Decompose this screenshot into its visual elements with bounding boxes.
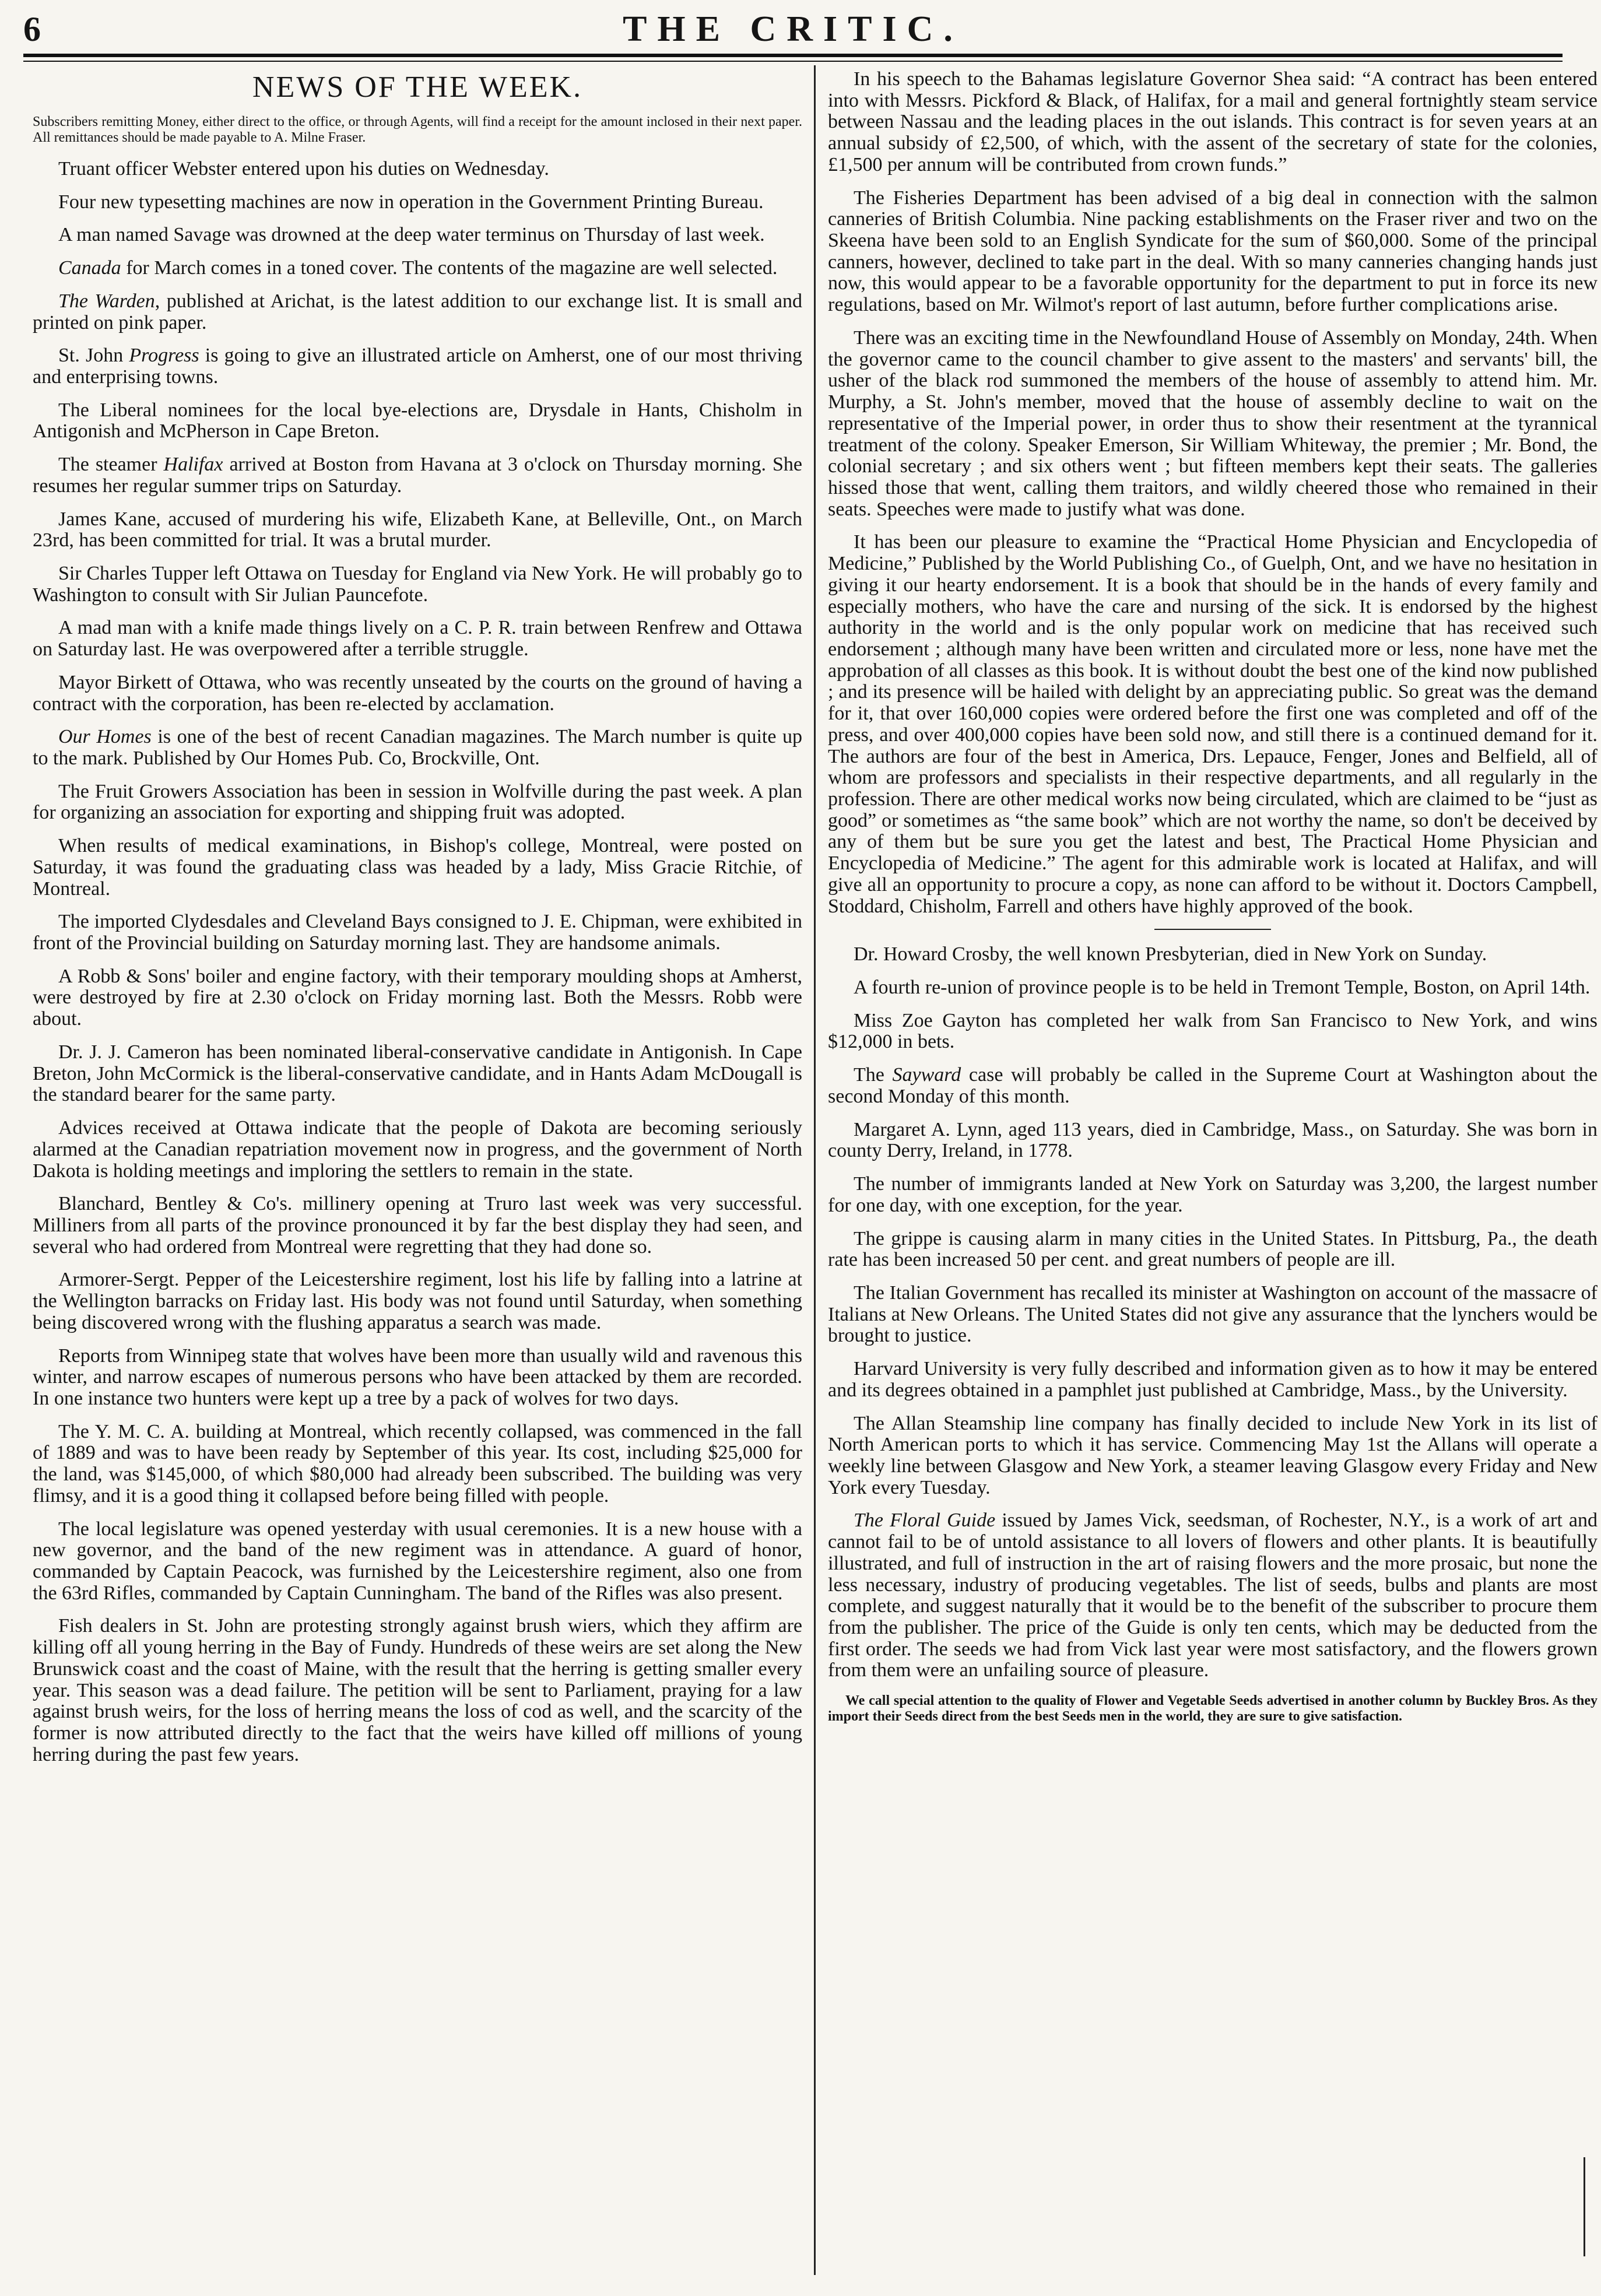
news-item <box>828 532 1598 917</box>
news-item <box>33 159 802 180</box>
news-item <box>33 672 802 715</box>
margin-bracket-mark <box>1566 2157 1585 2256</box>
item-text: Blanchard, Bentley & Co's. millinery opening at Truro last week was very successful. Milliners from all parts of the province pronounced it by far the best display they had seen, and several who had ordered from Montreal were regretting that they had done so. <box>33 1193 802 1258</box>
header-rule-heavy <box>23 54 1563 57</box>
item-text: Fish dealers in St. John are protesting strongly against brush wiers, which they affirm are killing off all young herring in the Bay of Fundy. Hundreds of these weirs are set along the New Brunswick coast and the coast of Maine, with the result that the herring is getting smaller every year. This season was a dead failure. The petition will be sent to Parliament, praying for a law against brush weirs, for the loss of herring means the loss of cod as well, and the scarcity of the former is now attributed directly to the fact that the weirs have killed off millions of young herring during the past few years. <box>33 1615 802 1765</box>
news-item <box>33 563 802 606</box>
news-item <box>33 1346 802 1410</box>
item-text: There was an exciting time in the Newfoundland House of Assembly on Monday, 24th. When the governor came to the council chamber to give assent to the masters' and servants' bill, the usher of the black rod summoned the members of the house of assembly to attend him. Mr. Murphy, a St. John's member, moved that the house of assembly decline to wait on the representative of the Imperial power, in order thus to show their resentment at the tyrannical treatment of the colony. Speaker Emerson, Sir William Whiteway, the premier ; Mr. Bond, the colonial secretary ; and six others went ; but fifteen members kept their seats. The galleries hissed those that went, calling them traitors, and wildly cheered those who remained in their seats. Speeches were made to justify what was done. <box>828 327 1598 520</box>
left-column <box>33 69 802 2279</box>
news-item <box>828 1119 1598 1162</box>
news-item <box>33 966 802 1030</box>
item-text: The Allan Steamship line company has finally decided to include New York in its list of North American ports to which it has service. Commencing May 1st the Allans will operate a weekly line between Glasgow and New York, a steamer leaving Glasgow every Friday and New York every Tuesday. <box>828 1412 1598 1498</box>
news-item <box>828 1510 1598 1681</box>
right-column <box>828 69 1598 2279</box>
news-item <box>828 69 1598 176</box>
page-number: 6 <box>23 10 41 48</box>
right-news-items-top <box>828 69 1598 917</box>
left-news-items <box>33 159 802 1766</box>
section-heading: NEWS OF THE WEEK. <box>252 71 583 104</box>
news-item <box>828 1174 1598 1216</box>
item-text: In his speech to the Bahamas legislature Governor Shea said: “A contract has been entered into with Messrs. Pickford & Black, of Halifax, for a mail and general fortnightly steam service between Nassau and the leading places in the out islands. This contract is for seven years at an annual subsidy of £2,500, of which, with the assent of the secretary of state for the colonies, £1,500 per annum will be contributed from crown funds.” <box>828 69 1598 175</box>
item-text: The Liberal nominees for the local bye-elections are, Drysdale in Hants, Chisholm in Antigonish and McPherson in Cape Breton. <box>33 399 802 443</box>
item-text: A mad man with a knife made things lively on a C. P. R. train between Renfrew and Ottawa on Saturday last. He was overpowered after a terrible struggle. <box>33 617 802 661</box>
publication-title: Canada <box>58 257 121 279</box>
item-text: A man named Savage was drowned at the deep water terminus on Thursday of last week. <box>58 224 765 246</box>
news-item <box>33 454 802 497</box>
item-text: case will probably be called in the Supreme Court at Washington about the second Monday of this month. <box>828 1064 1598 1107</box>
item-text: Dr. J. J. Cameron has been nominated liberal-conservative candidate in Antigonish. In Cape Breton, John McCormick is the liberal-conservative candidate, and in Hants Adam McDougall is the standard bearer for the same party. <box>33 1041 802 1106</box>
news-item <box>828 977 1598 999</box>
item-text: issued by James Vick, seedsman, of Rochester, N.Y., is a work of art and cannot fail to be of untold assistance to all lovers of flowers and other plants. It is beautifully illustrated, and full of instruction in the art of raising flowers and the more prosaic, but none the less necessary, industry of producing vegetables. The list of seeds, bulbs and plants are most complete, and suggest naturally that it would be to the benefit of the subscriber to procure them from the publisher. The price of the Guide is only ten cents, which may be deducted from the first order. The seeds we had from Vick last year were most satisfactory, and the flowers grown from them were an unfailing source of pleasure. <box>828 1509 1598 1681</box>
column-divider <box>814 65 816 2275</box>
item-text: Reports from Winnipeg state that wolves have been more than usually wild and ravenous this winter, and narrow escapes of numerous persons who have been attacked by them are recorded. In one instance two hunters were kept up a tree by a pack of wolves for two days. <box>33 1344 802 1409</box>
news-item <box>33 1193 802 1258</box>
news-item <box>33 1042 802 1106</box>
news-item <box>33 258 802 279</box>
item-text: The Fisheries Department has been advised of a big deal in connection with the salmon canneries of British Columbia. Nine packing establishments on the Fraser river and two on the Skeena have been sold to an English Syndicate for the sum of $60,000. Some of the principal canners, however, declined to take part in the deal. With so many canneries changing hands just now, this would appear to be a favorable opportunity for the department to put in force its new regulations, based on Mr. Wilmot's report of last autumn, before further complications arise. <box>828 187 1598 316</box>
publication-title: Progress <box>129 345 199 367</box>
news-item <box>33 345 802 388</box>
item-text: When results of medical examinations, in Bishop's college, Montreal, were posted on Saturday, it was found the graduating class was headed by a lady, Miss Gracie Ritchie, of Montreal. <box>33 835 802 900</box>
news-item <box>33 509 802 552</box>
news-item <box>828 1413 1598 1499</box>
item-text: Truant officer Webster entered upon his duties on Wednesday. <box>58 157 549 180</box>
item-text: Advices received at Ottawa indicate that the people of Dakota are becoming seriously alarmed at the Canadian repatriation movement now in progress, and the government of North Dakota is holding meetings and imploring the settlers to remain in the state. <box>33 1117 802 1182</box>
news-item <box>33 224 802 246</box>
item-text: , published at Arichat, is the latest addition to our exchange list. It is small and printed on pink paper. <box>33 290 802 333</box>
publication-title: Halifax <box>163 454 223 476</box>
news-item <box>33 1118 802 1182</box>
item-text: The Y. M. C. A. building at Montreal, which recently collapsed, was commenced in the fall of 1889 and was to have been ready by September of this year. Its cost, including $25,000 for the land, was $145,000, of which $80,000 had already been subscribed. The building was very flimsy, and it is a good thing it collapsed before being filled with people. <box>33 1420 802 1507</box>
seed-advertisement-note: We call special attention to the quality of Flower and Vegetable Seeds advertised in another column by Buckley Bros. As they import their Seeds direct from the best Seeds men in the world, they are sure to give satisfaction. <box>828 1693 1598 1725</box>
news-item <box>33 1421 802 1507</box>
item-text: Dr. Howard Crosby, the well known Presbyterian, died in New York on Sunday. <box>854 943 1487 966</box>
publication-title: Sayward <box>892 1064 961 1086</box>
news-item <box>828 188 1598 316</box>
item-text: It has been our pleasure to examine the “Practical Home Physician and Encyclopedia of Medicine,” Published by the World Publishing Co., of Guelph, Ont, and we have no hesitation in giving it our hearty endorsement. It is a book that should be in the hands of every family and especially mothers, who have the care and nursing of the sick. It is endorsed by the highest authority in the world and is the only popular work on medicine that has received such endorsement ; although many have been written and circulated more or less, none have met the approbation of all classes as this book. It is without doubt the best one of the kind now published ; and its presence will be hailed with delight by an appreciating public. So great was the demand for it, that over 160,000 copies were ordered before the first one was completed and off of the press, and over 400,000 copies have been sold now, and still there is a continued demand for it. The authors are four of the best in America, Drs. Lepauce, Fenger, Jones and Belfield, all of whom are professors and specialists in their respective departments, and all regularly in the profession. There are other medical works now being circulated, which are claimed to be “just as good” or sometimes as “the same book” which are not worthy the name, so don't be deceived by any of them but be sure you get the latest and best, The Practical Home Physician and Encyclopedia of Medicine.” The agent for this admirable work is located at Halifax, and will give all an opportunity to procure a copy, as none can afford to be without it. Doctors Campbell, Stoddard, Chisholm, Farrell and others have highly approved of the book. <box>828 531 1598 917</box>
item-text: Armorer-Sergt. Pepper of the Leicestershire regiment, lost his life by falling into a latrine at the Wellington barracks on Friday last. His body was not found until Saturday, when something being discovered wrong with the flushing apparatus a search was made. <box>33 1269 802 1333</box>
item-text: Miss Zoe Gayton has completed her walk from San Francisco to New York, and wins $12,000 in bets. <box>828 1009 1598 1053</box>
publication-title: The Warden <box>58 290 155 312</box>
item-text: Sir Charles Tupper left Ottawa on Tuesday for England via New York. He will probably go to Washington to consult with Sir Julian Pauncefote. <box>33 562 802 606</box>
item-text: A Robb & Sons' boiler and engine factory, with their temporary moulding shops at Amherst, were destroyed by fire at 2.30 o'clock on Friday morning last. Both the Messrs. Robb were about. <box>33 965 802 1030</box>
masthead-title: THE CRITIC. <box>623 9 963 49</box>
news-item <box>828 1283 1598 1347</box>
item-text: for March comes in a toned cover. The contents of the magazine are well selected. <box>121 257 778 279</box>
news-item <box>828 1010 1598 1053</box>
item-text: The number of immigrants landed at New York on Saturday was 3,200, the largest number for one day, with one exception, for the year. <box>828 1173 1598 1216</box>
item-lead-text: The steamer <box>58 454 164 476</box>
page-header <box>23 8 1563 50</box>
news-item <box>33 1519 802 1605</box>
news-item <box>33 400 802 443</box>
item-text: is going to give an illustrated article on Amherst, one of our most thriving and enterprising towns. <box>33 345 802 388</box>
item-lead-text: St. John <box>58 345 129 367</box>
news-item <box>33 1616 802 1765</box>
item-text: A fourth re-union of province people is to be held in Tremont Temple, Boston, on April 14th. <box>854 977 1591 999</box>
news-item <box>828 1065 1598 1107</box>
subscriber-notice: Subscribers remitting Money, either direct to the office, or through Agents, will find a receipt for the amount inclosed in their next paper. All remittances should be made payable to A. Milne Fraser. <box>33 114 802 146</box>
news-item <box>828 944 1598 966</box>
item-text: Mayor Birkett of Ottawa, who was recently unseated by the courts on the ground of having a contract with the corporation, has been re-elected by acclamation. <box>33 671 802 715</box>
item-text: The Fruit Growers Association has been in session in Wolfville during the past week. A plan for organizing an association for exporting and shipping fruit was adopted. <box>33 780 802 824</box>
item-text: The imported Clydesdales and Cleveland Bays consigned to J. E. Chipman, were exhibited in front of the Provincial building on Saturday morning last. They are handsome animals. <box>33 911 802 954</box>
header-rule-thin <box>23 61 1563 62</box>
news-item <box>33 781 802 824</box>
right-news-items-bottom <box>828 944 1598 1681</box>
item-text: The local legislature was opened yesterday with usual ceremonies. It is a new house with a new governor, and the band of the new regiment was in attendance. A guard of honor, commanded by Captain Peacock, was furnished by the Leicestershire regiment, also one from the 63rd Rifles, commanded by Captain Cunningham. The band of the Rifles was also present. <box>33 1518 802 1604</box>
item-text: James Kane, accused of murdering his wife, Elizabeth Kane, at Belleville, Ont., on March 23rd, has been committed for trial. It was a brutal murder. <box>33 508 802 552</box>
news-item <box>33 192 802 213</box>
news-item <box>33 911 802 954</box>
news-item <box>828 328 1598 520</box>
news-item <box>33 291 802 333</box>
news-item <box>33 835 802 900</box>
news-item <box>33 726 802 769</box>
news-item <box>828 1358 1598 1401</box>
item-text: The Italian Government has recalled its minister at Washington on account of the massacre of Italians at New Orleans. The United States did not give any assurance that the lynchers would be brought to justice. <box>828 1282 1598 1347</box>
item-text: Harvard University is very fully described and information given as to how it may be entered and its degrees obtained in a pamphlet just published at Cambridge, Mass., by the University. <box>828 1358 1598 1401</box>
publication-title: The Floral Guide <box>854 1509 996 1532</box>
item-text: Margaret A. Lynn, aged 113 years, died in Cambridge, Mass., on Saturday. She was born in county Derry, Ireland, in 1778. <box>828 1118 1598 1162</box>
section-separator <box>1154 929 1271 930</box>
item-text: Four new typesetting machines are now in operation in the Government Printing Bureau. <box>58 191 764 213</box>
news-item <box>33 1269 802 1333</box>
publication-title: Our Homes <box>58 726 152 748</box>
news-item <box>828 1228 1598 1271</box>
item-lead-text: The <box>854 1064 893 1086</box>
item-text: The grippe is causing alarm in many cities in the United States. In Pittsburg, Pa., the death rate has been increased 50 per cent. and great numbers of people are ill. <box>828 1227 1598 1271</box>
news-item <box>33 617 802 660</box>
item-text: arrived at Boston from Havana at 3 o'clock on Thursday morning. She resumes her regular summer trips on Saturday. <box>33 454 802 497</box>
item-text: is one of the best of recent Canadian magazines. The March number is quite up to the mark. Published by Our Homes Pub. Co, Brockville, Ont. <box>33 726 802 769</box>
